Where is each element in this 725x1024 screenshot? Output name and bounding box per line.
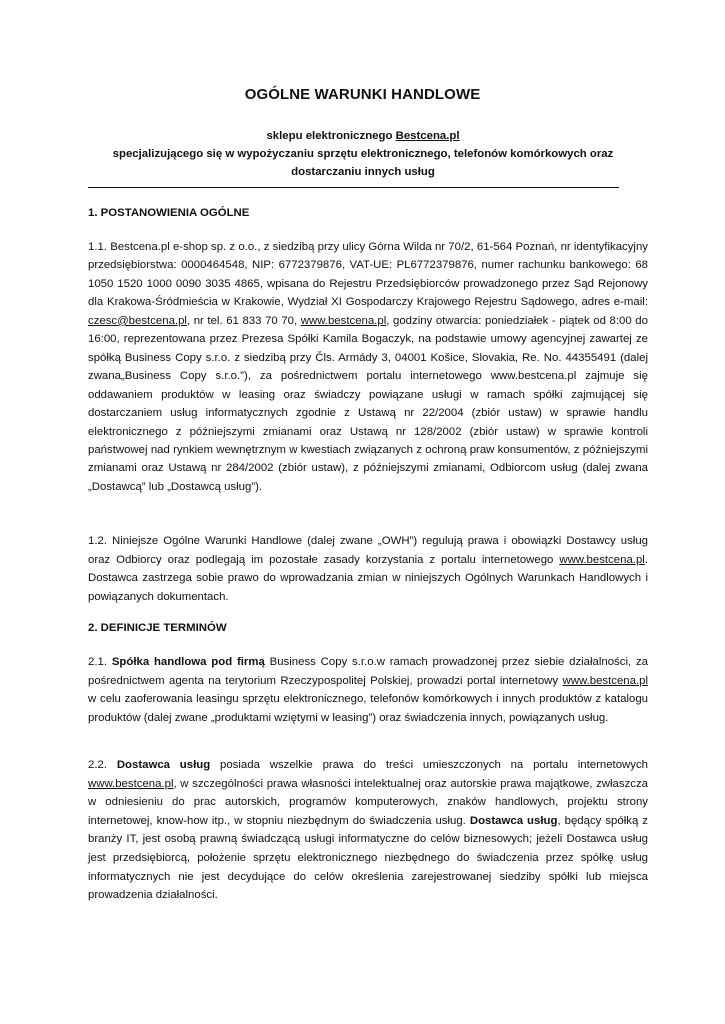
website-link[interactable]: www.bestcena.pl xyxy=(562,674,648,687)
p21-number: 2.1. xyxy=(88,656,112,668)
p21-text-b: w celu zaoferowania leasingu sprzętu elektronicznego, telefonów komórkowych i innych produktów z katalogu produktów (dalej zwane „produktami wziętymi w leasing”) oraz świadczenia innych, powiązanych usług. xyxy=(88,693,648,724)
p22-number: 2.2. xyxy=(88,759,117,771)
paragraph-2-1 xyxy=(88,653,648,727)
paragraph-1-1 xyxy=(88,238,648,496)
p12-text-b: . Dostawca zastrzega sobie prawo do wprowadzania zmian w niniejszych Ogólnych Warunkach Handlowych i powiązanych dokumentach. xyxy=(88,553,648,603)
p22-text-a: posiada wszelkie prawa do treści umieszczonych na portalu internetowych xyxy=(210,759,648,771)
document-title: OGÓLNE WARUNKI HANDLOWE xyxy=(244,86,481,103)
website-link[interactable]: www.bestcena.pl xyxy=(88,777,174,790)
p21-term: Spółka handlowa pod firmą xyxy=(111,656,265,668)
p22-term-2: Dostawca usług xyxy=(469,814,558,827)
website-link[interactable]: www.bestcena.pl xyxy=(300,314,387,327)
section-1-heading: 1. POSTANOWIENIA OGÓLNE xyxy=(88,207,250,219)
paragraph-1-2 xyxy=(88,532,648,606)
website-link[interactable]: www.bestcena.pl xyxy=(559,553,645,566)
p11-text-a: 1.1. Bestcena.pl e-shop sp. z o.o., z siedzibą przy ulicy Górna Wilda nr 70/2, 61-564 Poznań, nr identyfikacyjny przedsiębiorstwa: 0000464548, NIP: 6772379876, VAT-UE: PL6772379876, numer rachunku bankowego: 68 1050 1520 1000 0090 3035 4865, wpisana do Rejestru Przedsiębiorców prowadzonego przez Sąd Rejonowy dla Krakowa-Śródmieścia w Krakowie, Wydział XI Gospodarczy Krajowego Rejestru Sądowego, adres e-mail: xyxy=(88,241,648,309)
p22-text-c: , będący spółką z branży IT, jest osobą prawną świadczącą usługi informatyczne do celów biznesowych; jeżeli Dostawca usług jest przedsiębiorcą, położenie sprzętu elektronicznego niezbędnego do świadczenia przez spółkę usług informatycznych nie jest decydujące do celów określenia zarejestrowanej siedziby spółki lub miejsca prowadzenia działalności. xyxy=(88,814,649,902)
subtitle-prefix: sklepu elektronicznego xyxy=(266,130,396,142)
p12-text-a: 1.2. Niniejsze Ogólne Warunki Handlowe (dalej zwane „OWH”) regulują prawa i obowiązki Dostawcy usług oraz Odbiorcy oraz podlegają im pozostałe zasady korzystania z portalu internetowego xyxy=(88,535,648,566)
email-link[interactable]: czesc@bestcena.pl xyxy=(88,314,187,327)
p21-text-a: Business Copy s.r.o.w ramach prowadzonej przez siebie działalności, za pośrednictwem agenta na terytorium Rzeczypospolitej Polskiej, prowadzi portal internetowy xyxy=(88,656,648,687)
p11-text-c: , godziny otwarcia: poniedziałek - piątek od 8:00 do 16:00, reprezentowana przez Prezesa Spółki Kamila Bogaczyk, na podstawie umowy agencyjnej zawartej ze spółką Business Copy s.r.o. z siedzibą przy Čls. Armády 3, 04001 Košice, Slovakia, Re. No. 44355491 (dalej zwana„Business Copy s.r.o.”), za pośrednictwem portalu internetowego www.bestcena.pl zajmuje się oddawaniem produktów w leasing oraz świadczy powiązane usługi w ramach spółki zajmującej się dostarczaniem usług informatycznych zgodnie z Ustawą nr 22/2004 (zbiór ustaw) w sprawie handlu elektronicznego z późniejszymi zmianami oraz Ustawą nr 128/2002 (zbiór ustaw) w sprawie kontroli państwowej nad rynkiem wewnętrznym w kwestiach związanych z ochroną praw konsumentów, z późniejszymi zmianami oraz Ustawą nr 284/2002 (zbiór ustaw), z późniejszymi zmianami, Odbiorcom usług (dalej zwana „Dostawcą” lub „Dostawcą usług”). xyxy=(88,314,648,493)
p11-text-b: , nr tel. 61 833 70 70, xyxy=(186,314,301,327)
subtitle-line-1 xyxy=(88,127,638,145)
store-link[interactable]: Bestcena.pl xyxy=(395,130,460,142)
p22-text-b: , w szczególności prawa własności intelektualnej oraz autorskie prawa majątkowe, zwłaszcza w odniesieniu do prac autorskich, programów komputerowych, znaków handlowych, projektu strony internetowej, know-how itp., w stopniu niezbędnym do świadczenia usług. xyxy=(88,777,648,827)
section-2-heading: 2. DEFINICJE TERMINÓW xyxy=(88,622,227,634)
p22-term: Dostawca usług xyxy=(116,759,211,771)
subtitle-line-2: specjalizującego się w wypożyczaniu sprzętu elektronicznego, telefonów komórkowych oraz dostarczaniu innych usług xyxy=(112,148,614,178)
paragraph-2-2 xyxy=(88,756,648,905)
divider-rule xyxy=(88,187,619,188)
